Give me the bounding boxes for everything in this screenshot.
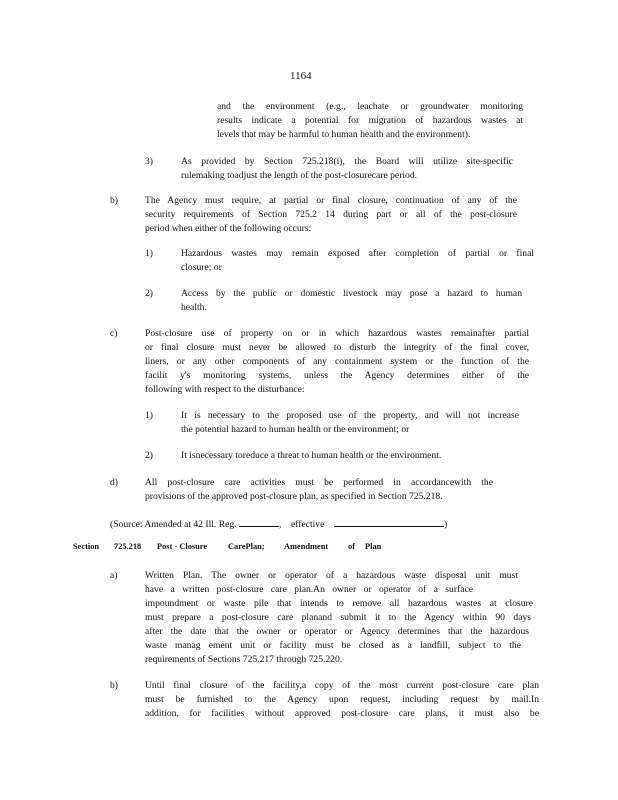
section-number: 725.218 [114, 542, 142, 551]
item-c-line: or final closure must never be allowed to disturb the integrity of the final cover, [145, 342, 529, 353]
item-c-label: c) [110, 328, 118, 339]
sec-a-line: must prepare a post-closure care planand submit it to the Agency within 90 days [145, 612, 531, 623]
item-d-line: All post-closure care activities must be performed in accordancewith the [145, 477, 493, 488]
item-b-1-line: closure; or [181, 262, 222, 273]
item-b-label: b) [110, 195, 118, 206]
section-title-part: Amendment [284, 542, 329, 551]
item-3-line: As provided by Section 725.218(i), the Board will utilize site-specific [181, 156, 513, 167]
sec-a-line: have a written post-closure care plan.An owner or operator of a surface [145, 584, 473, 595]
item-c-1-line: It is necessary to the proposed use of the property, and will not increase [181, 410, 519, 421]
item-b-line: The Agency must require, at partial or final closure, continuation of any of the [145, 195, 517, 206]
item-b-1-label: 1) [145, 248, 153, 259]
item-c-line: liners, or any other components of any containment system or the function of the [145, 356, 529, 367]
section-title-part: Post - Closure [157, 542, 208, 551]
item-c-line: facilit y's monitoring systems, unless the Agency determines either of the [145, 370, 529, 381]
item-c-2-line: It isnecessary toreduce a threat to human health or the environment. [181, 450, 442, 461]
sec-a-line: impoundment or waste pile that intends to remove all hazardous wastes at closure [145, 598, 533, 609]
source-prefix: (Source: Amended at 42 Ill. Reg. [110, 519, 237, 530]
sec-a-label: a) [110, 570, 118, 581]
sec-a-line: Written Plan. The owner or operator of a hazardous waste disposal unit must [145, 570, 518, 581]
section-title-part: Plan [365, 542, 382, 551]
sec-a-line: requirements of Sections 725.217 through 725.220. [145, 654, 343, 665]
item-3-line: rulemaking toadjust the length of the post-closurecare period. [181, 170, 418, 181]
item-c-1-line: the potential hazard to human health or the environment; or [181, 424, 410, 435]
item-b-2-line: Access by the public or domestic livestock may pose a hazard to human [181, 288, 522, 299]
source-effective: effective [290, 519, 325, 530]
item-c-line: Post-closure use of property on or in which hazardous wastes remainafter partial [145, 328, 529, 339]
item-c-2-label: 2) [145, 450, 153, 461]
source-comma: , [278, 519, 282, 530]
item-c-1-label: 1) [145, 410, 153, 421]
page-number: 1164 [290, 70, 312, 82]
sec-a-line: after the date that the owner or operator or Agency determines that the hazardous [145, 626, 529, 637]
sec-b-line: must be furnished to the Agency upon request, including request by mail.In [145, 694, 539, 705]
section-title-part: of [348, 542, 355, 551]
source-note [110, 516, 447, 532]
intro-line: levels that may be harmful to human health and the environment). [217, 129, 471, 140]
sec-b-line: Until final closure of the facility,a copy of the most current post-closure care plan [145, 680, 539, 691]
item-b-line: period when either of the following occurs: [145, 223, 312, 234]
item-b-2-line: health. [181, 302, 207, 313]
item-d-label: d) [110, 477, 118, 488]
sec-a-line: waste manag ement unit or facility must be closed as a landfill, subject to the [145, 640, 521, 651]
intro-line: results indicate a potential for migration of hazardous wastes at [217, 115, 523, 126]
effective-blank [334, 516, 444, 527]
section-label: Section [73, 542, 100, 551]
section-title-part: CarePlan; [228, 542, 265, 551]
intro-line: and the environment (e.g., leachate or groundwater monitoring [217, 101, 523, 112]
sec-b-label: b) [110, 680, 118, 691]
item-b-1-line: Hazardous wastes may remain exposed after completion of partial or final [181, 248, 534, 259]
reg-blank [239, 516, 279, 527]
item-b-line: security requirements of Section 725.2 14 during part or all of the post-closure [145, 209, 517, 220]
item-d-line: provisions of the approved post-closure plan, as specified in Section 725.218. [145, 491, 443, 502]
sec-b-line: addition, for facilities without approved post-closure care plans, it must also be [145, 708, 539, 719]
item-3-label: 3) [145, 156, 153, 167]
item-c-line: following with respect to the disturbance: [145, 384, 305, 395]
item-b-2-label: 2) [145, 288, 153, 299]
source-close: ) [443, 519, 448, 530]
